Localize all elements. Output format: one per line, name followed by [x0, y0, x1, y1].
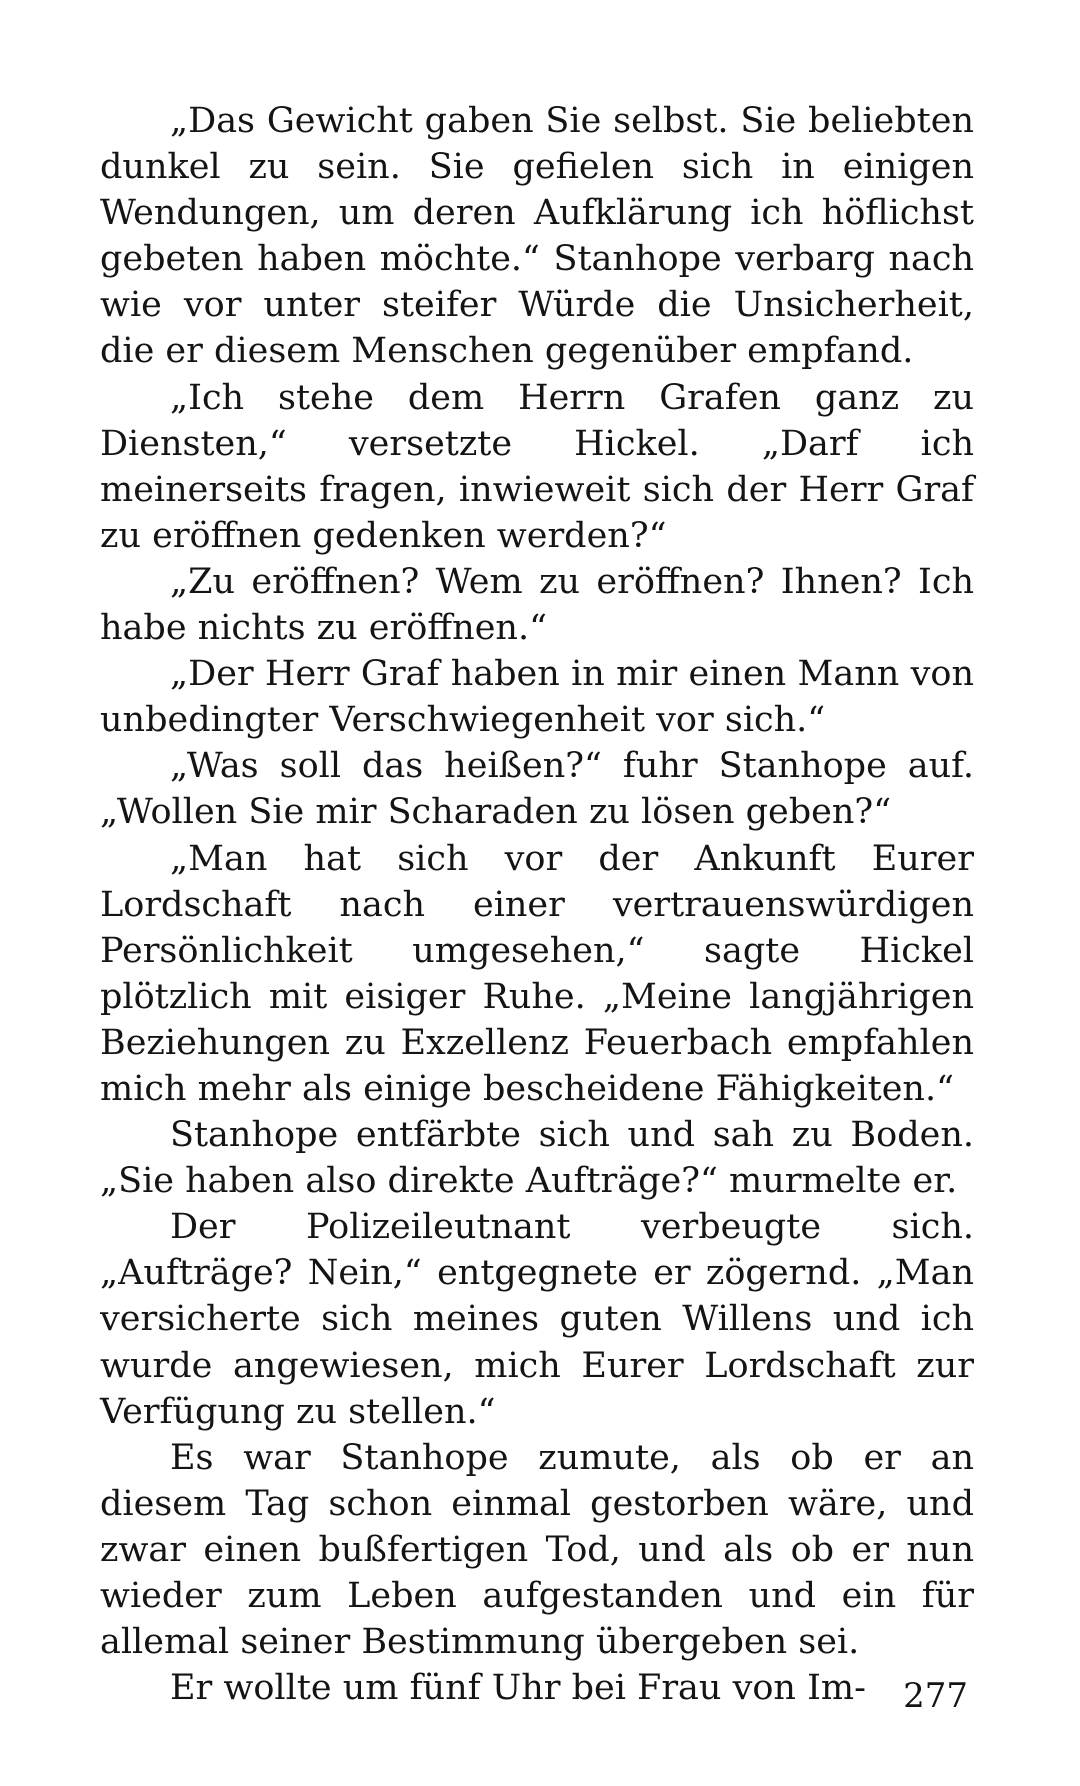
paragraph: „Was soll das heißen?“ fuhr Stanhope auf. „Wollen Sie mir Scharaden zu lösen geben?“ — [100, 746, 974, 833]
body-text — [100, 98, 974, 1711]
paragraph: „Das Gewicht gaben Sie selbst. Sie beliebten dunkel zu sein. Sie gefielen sich in einigen Wendungen, um deren Aufklärung ich höflichst gebeten haben möchte.“ Stanhope verbarg nach wie vor unter steifer Würde die Unsicherheit, die er diesem Menschen gegenüber empfand. — [100, 101, 974, 372]
paragraph: „Zu eröffnen? Wem zu eröffnen? Ihnen? Ich habe nichts zu eröffnen.“ — [100, 561, 974, 649]
paragraph: „Man hat sich vor der Ankunft Eurer Lordschaft nach einer vertrauenswürdigen Persönlichkeit umgesehen,“ sagte Hickel plötzlich mit eisiger Ruhe. „Meine langjährigen Beziehungen zu Exzellenz Feuerbach empfahlen mich mehr als einige bescheidene Fähigkeiten.“ — [100, 838, 974, 1109]
paragraph: Er wollte um fünf Uhr bei Frau von Im- — [170, 1668, 866, 1709]
paragraph: Es war Stanhope zumute, als ob er an diesem Tag schon einmal gestorben wäre, und zwar einen bußfertigen Tod, und als ob er nun wieder zum Leben aufgestanden und ein für allemal seiner Bestimmung übergeben sei. — [100, 1437, 974, 1663]
paragraph: „Ich stehe dem Herrn Grafen ganz zu Diensten,“ versetzte Hickel. „Darf ich meinerseits fragen, inwieweit sich der Herr Graf zu eröffnen gedenken werden?“ — [100, 377, 974, 556]
paragraph: Stanhope entfärbte sich und sah zu Boden. „Sie haben also direkte Aufträge?“ murmelte er. — [100, 1115, 974, 1202]
page-number: 277 — [903, 1676, 968, 1716]
paragraph: Der Polizeileutnant verbeugte sich. „Aufträge? Nein,“ entgegnete er zögernd. „Man versicherte sich meines guten Willens und ich wurde angewiesen, mich Eurer Lordschaft zur Verfügung zu stellen.“ — [100, 1207, 974, 1432]
paragraph: „Der Herr Graf haben in mir einen Mann von unbedingter Verschwiegenheit vor sich.“ — [100, 654, 974, 741]
